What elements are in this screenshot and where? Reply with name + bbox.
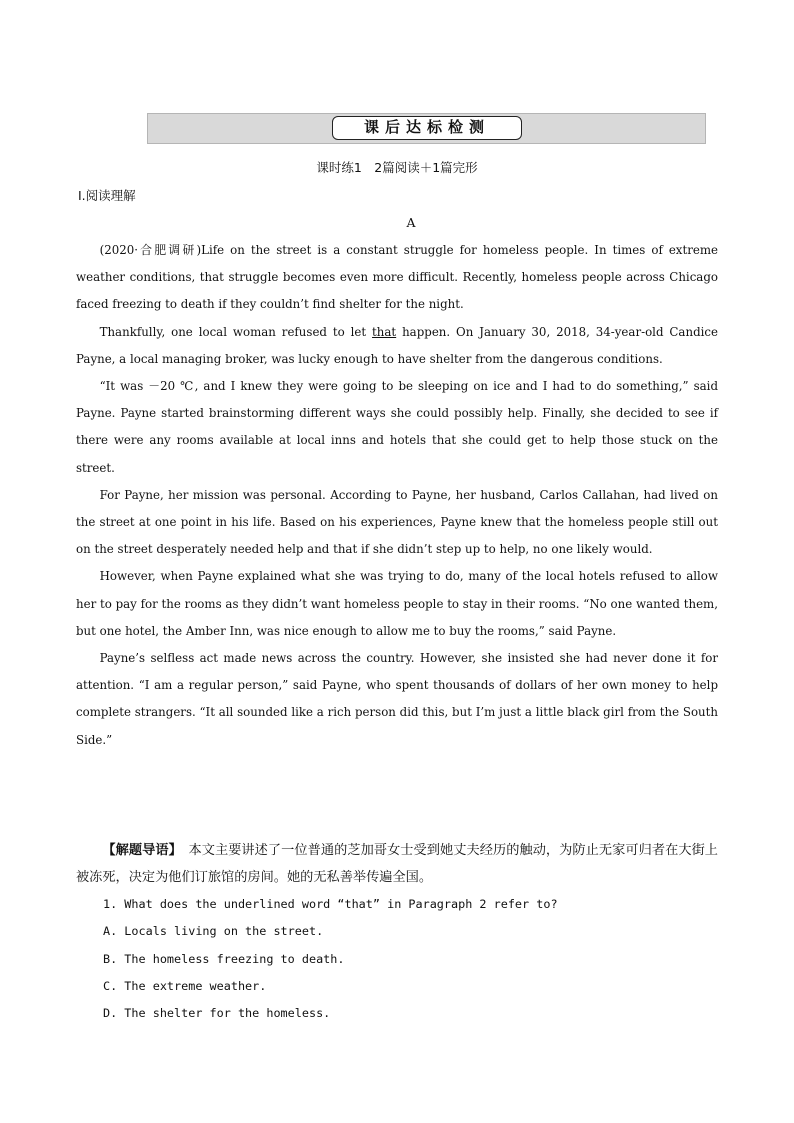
paragraph-1: (2020·合肥调研)Life on the street is a constant struggle for homeless people. In times of extreme weather conditions, that struggle becomes even more difficult. Recently, homeless people across Chicago faced freezing to death if they couldn’t find shelter for the night. xyxy=(76,243,718,312)
guide-note xyxy=(76,837,718,891)
paragraph-2-start: Thankfully, one local woman refused to let xyxy=(99,324,373,339)
paragraph-6: Payne’s selfless act made news across the country. However, she insisted she had never done it for attention. “I am a regular person,” said Payne, who spent thousands of dollars of her own money to help complete strangers. “It all sounded like a rich person did this, but I’m just a little black girl from the South Side.” xyxy=(76,651,718,747)
paragraph-2-end: happen. On January 30, 2018, 34-year-old Candice Payne, a local managing broker, was lucky enough to have shelter from the dangerous conditions. xyxy=(76,324,718,366)
option-a: A. Locals living on the street. xyxy=(103,924,324,939)
section-title: Ⅰ.阅读理解 xyxy=(78,188,136,203)
lesson-subtitle: 课时练1 2篇阅读＋1篇完形 xyxy=(316,160,478,175)
paragraph-4: For Payne, her mission was personal. According to Payne, her husband, Carlos Callahan, had lived on the street at one point in his life. Based on his experiences, Payne knew that the homeless people still out on the street desperately needed help and that if she didn’t step up to help, no one likely would. xyxy=(76,487,718,557)
option-c: C. The extreme weather. xyxy=(103,978,267,993)
banner-title: 课后达标检测 xyxy=(332,116,522,140)
passage-letter: A xyxy=(406,215,416,230)
passage-body xyxy=(76,237,718,754)
question-1 xyxy=(76,891,718,1027)
paragraph-3: “It was －20 ℃, and I knew they were going to be sleeping on ice and I had to do something,” said Payne. Payne started brainstorming different ways she could possibly help. Finally, she decided to see if there were any rooms available at local inns and hotels that she could get to help those stuck on the street. xyxy=(76,379,718,475)
underlined-word: that xyxy=(372,324,397,339)
option-d: D. The shelter for the homeless. xyxy=(103,1006,331,1021)
guide-text: 本文主要讲述了一位普通的芝加哥女士受到她丈夫经历的触动，为防止无家可归者在大街上被冻死，决定为他们订旅馆的房间。她的无私善举传遍全国。 xyxy=(76,843,718,885)
option-b: B. The homeless freezing to death. xyxy=(103,951,345,966)
guide-label: 【解题导语】 xyxy=(102,843,176,858)
question-stem: 1. What does the underlined word “that” in Paragraph 2 refer to? xyxy=(103,897,558,911)
paragraph-2 xyxy=(76,319,718,373)
paragraph-5: However, when Payne explained what she was trying to do, many of the local hotels refused to allow her to pay for the rooms as they didn’t want homeless people to stay in their rooms. “No one wanted them, but one hotel, the Amber Inn, was nice enough to allow me to buy the rooms,” said Payne. xyxy=(76,569,718,638)
